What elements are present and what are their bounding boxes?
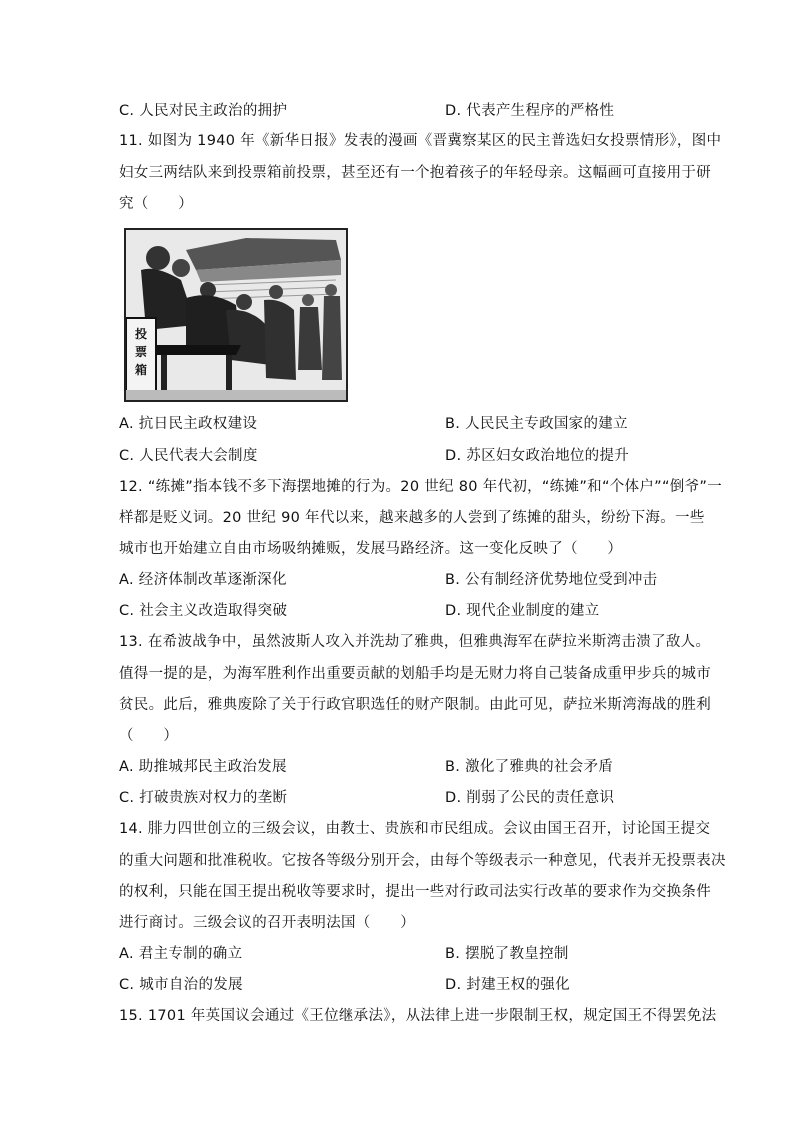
q12-option-a: A. 经济体制改革逐渐深化 [119, 572, 287, 588]
q10-option-c: C. 人民对民主政治的拥护 [119, 103, 288, 119]
voting-cartoon-image [124, 228, 348, 402]
q14-stem-line1: 14. 腓力四世创立的三级会议，由教士、贵族和市民组成。会议由国王召开，讨论国王提交 [119, 821, 711, 837]
q13-option-c: C. 打破贵族对权力的垄断 [119, 790, 288, 806]
q12-option-b: B. 公有制经济优势地位受到冲击 [445, 572, 658, 588]
q12-option-d: D. 现代企业制度的建立 [445, 603, 600, 619]
svg-text:票: 票 [134, 345, 148, 359]
q13-stem-line2: 值得一提的是，为海军胜利作出重要贡献的划船手均是无财力将自己装备成重甲步兵的城市 [119, 666, 711, 682]
q15-stem-line1: 15. 1701 年英国议会通过《王位继承法》，从法律上进一步限制王权，规定国王不得罢免法 [119, 1008, 717, 1024]
voting-cartoon-illustration [126, 230, 346, 400]
q13-option-b: B. 激化了雅典的社会矛盾 [445, 759, 614, 775]
q14-option-b: B. 摆脱了教皇控制 [445, 946, 569, 962]
q13-stem-line3: 贫民。此后，雅典废除了关于行政官职选任的财产限制。由此可见，萨拉米斯湾海战的胜利 [119, 697, 711, 713]
svg-text:箱: 箱 [134, 363, 148, 377]
q11-option-a: A. 抗日民主政权建设 [119, 416, 258, 432]
q13-stem-line1: 13. 在希波战争中，虽然波斯人攻入并洗劫了雅典，但雅典海军在萨拉米斯湾击溃了敌人。 [119, 634, 711, 650]
q11-option-d: D. 苏区妇女政治地位的提升 [445, 448, 630, 464]
q14-stem-line3: 的权利，只能在国王提出税收等要求时，提出一些对行政司法实行改革的要求作为交换条件 [119, 884, 711, 900]
q14-option-c: C. 城市自治的发展 [119, 977, 243, 993]
q12-stem-line2: 样都是贬义词。20 世纪 90 年代以来，越来越多的人尝到了练摊的甜头，纷纷下海。一些 [119, 510, 705, 526]
q13-stem-line4: （ ） [119, 728, 179, 744]
q14-stem-line4: 进行商讨。三级会议的召开表明法国（ ） [119, 915, 415, 931]
q14-option-d: D. 封建王权的强化 [445, 977, 570, 993]
q14-stem-line2: 的重大问题和批准税收。它按各等级分别开会，由每个等级表示一种意见，代表并无投票表决 [119, 853, 726, 869]
q11-stem-line1: 11. 如图为 1940 年《新华日报》发表的漫画《晋冀察某区的民主普选妇女投票情形》，图中 [119, 133, 722, 149]
q13-option-a: A. 助推城邦民主政治发展 [119, 759, 287, 775]
q14-option-a: A. 君主专制的确立 [119, 946, 243, 962]
svg-text:投: 投 [134, 327, 148, 341]
q11-stem-line3: 究（ ） [119, 196, 193, 212]
q11-option-b: B. 人民民主专政国家的建立 [445, 416, 628, 432]
q12-option-c: C. 社会主义改造取得突破 [119, 603, 288, 619]
q10-option-d: D. 代表产生程序的严格性 [445, 103, 615, 119]
q13-option-d: D. 削弱了公民的责任意识 [445, 790, 615, 806]
q11-option-c: C. 人民代表大会制度 [119, 448, 258, 464]
q12-stem-line3: 城市也开始建立自由市场吸纳摊贩，发展马路经济。这一变化反映了（ ） [119, 541, 623, 557]
q12-stem-line1: 12. “练摊”指本钱不多下海摆地摊的行为。20 世纪 80 年代初，“练摊”和“个体户”“倒爷”一 [119, 479, 722, 495]
q11-stem-line2: 妇女三两结队来到投票箱前投票，甚至还有一个抱着孩子的年轻母亲。这幅画可直接用于研 [119, 165, 711, 181]
